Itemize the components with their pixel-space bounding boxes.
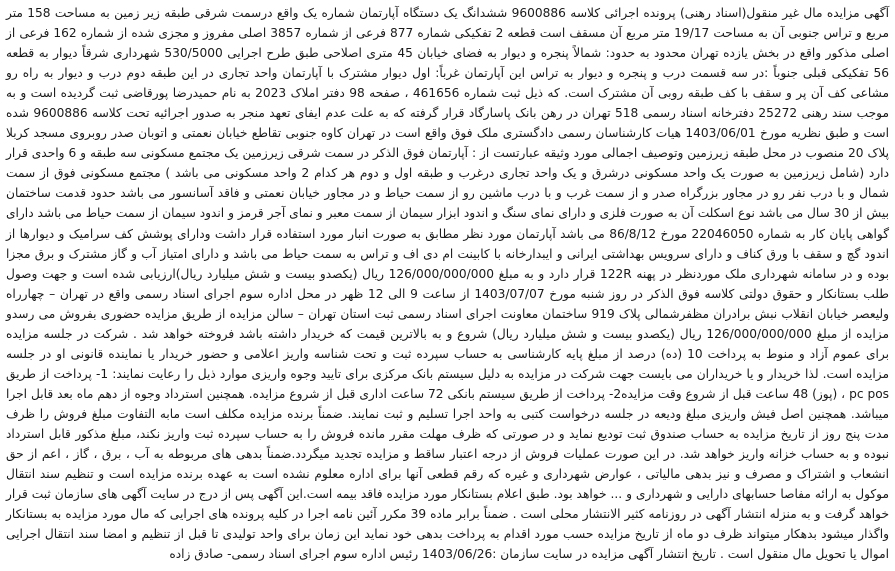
auction-notice-text: آگهی مزایده مال غیر منقول(اسناد رهنی) پرونده اجرائی کلاسه 9600886 ششدانگ یک دستگاه آپارتمان شماره یک واقع درسمت شرقی طبقه زیر زمین به مساحت 158 متر مربع و تراس جنوبی آن به مساحت 19/17 متر مربع آن مسقف است قطعه 2 تفکیکی شماره 877 فرعی از شماره 3857 اصلی مفروز و مجزی شده از شماره 162 فرعی از اصلی مذکور واقع در بخش یازده تهران محدود به حدود: شمالاً پنجره و دیوار به فضای خیابان 45 متری اصلاحی طبق طرح اجرایی 530/5000 شهرداری شرقاً دیوار به قطعه 56 تفکیکی قبلی جنوباً :در سه قسمت درب و پنجره و دیوار به تراس این آپارتمان غرباً: اول دیوار مشترک با آپارتمان واحد تجاری در این طبقه دوم درب و دیوار به راه رو مشاعی کف آن پر و سقف با کف طبقه روبی آن مشترک است. که ذیل ثبت شماره 461656 ، صفحه 98 دفتر املاک 2023 به نام حمیدرضا پورقاضی ثبت گردیده است و به موجب سند رهنی 25272 دفترخانه اسناد رسمی 518 تهران در رهن بانک پاسارگاد قرار گرفته که به علت عدم ایفای تعهد منجر به صدور اجرائیه تحت کلاسه 9600886 شده است و طبق نظریه مورخ 1403/06/01 هیات کارشناسان رسمی دادگستری ملک فوق واقع است در تهران کاوه جنوبی تقاطع خیابان نعمتی و اتوبان صدر روبروی مسجد کربلا پلاک 20 منصوب در محل طبقه زیرزمین وتوصیف اجمالی مورد وثیقه عبارتست از : آپارتمان فوق الذکر در سمت شرقی زیرزمین یک مجتمع مسکونی سه طبقه و 6 واحدی قرار دارد (شامل زیرزمین به صورت یک واحد مسکونی درشرق و یک واحد تجاری درغرب و طبقه اول و دوم هر کدام 2 واحد مسکونی می باشد ) مجتمع مسکونی فوق از سمت شمال و با درب نفر رو در مجاور بزرگراه صدر و از سمت غرب و با درب ماشین رو از سمت حیاط و در مجاور خیابان نعمتی و فاقد آسانسور می باشد حدود قدمت ساختمان بیش از 30 سال می باشد نوع اسکلت آن به صورت فلزی و دارای نمای سنگ و اندود ابزار سیمان از سمت معبر و نمای آجر قرمز و اندود سیمان از سمت حیاط می باشد دارای گواهی پایان کار به شماره 22046050 مورخ 86/8/12 می باشد آپارتمان مورد نظر مطابق به صورت انبار مورد استفاده قرار داشت ودارای پوشش کف سرامیک و دیوارها از اندود گچ و سقف با ورق کناف و دارای سرویس بهداشتی ایرانی و ایبدارخانه با کابینت ام دی اف و تراس به سمت حیاط می باشد و دارای امتیاز آب و گاز مشترک و برق مجزا بوده و در سامانه شهرداری ملک موردنظر در پهنه 122R قرار دارد و به مبلغ 126/000/000/000 ریال (یکصدو بیست و شش میلیارد ریال)ارزیابی شده است و جهت وصول طلب بستانکار و حقوق دولتی کلاسه فوق الذکر در روز شنبه مورخ 1403/07/07 از ساعت 9 الی 12 ظهر در محل اداره سوم اجرای اسناد رسمی واقع در تهران – چهارراه ولیعصر خیابان انقلاب نبش برادران مظفرشمالی پلاک 919 ساختمان معاونت اجرای اسناد رسمی ثبت استان تهران – سالن مزایده از طریق مزایده حضوری بفروش می رسدو مزایده از مبلغ 126/000/000/000 ریال (یکصدو بیست و شش میلیارد ریال) شروع و به بالاترین قیمت که خریدار داشته باشد فروخته خواهد شد . شرکت در جلسه مزایده برای عموم آزاد و منوط به پرداخت 10 (ده) درصد از مبلغ پایه کارشناسی به حساب سپرده ثبت و تحت شناسه واریز اعلامی و حضور خریدار یا نماینده قانونی او در جلسه مزایده است. لذا خریدار و یا خریداران می بایست جهت شرکت در مزایده به دلیل سیستم بانک مرکزی برای تایید وجوه واریزی موارد ذیل را رعایت نمایند: 1- پرداخت از طریق pc pos ، (پوز) 48 ساعت قبل از شروع وقت مزایده2- پرداخت از طریق سیستم بانکی 72 ساعت اداری قبل از شروع مزایده. همچنین استرداد وجوه از دهم ماه بعد قابل اجرا میباشد. همچنین اصل فیش واریزی مبلغ ودیعه در جلسه درخواست کتبی به واحد اجرا تسلیم و ثبت نمایند. ضمناً برنده مزایده مکلف است مابه التفاوت مبلغ فروش را ظرف مدت پنج روز از تاریخ مزایده به حساب صندوق ثبت تودیع نماید و در صورتی که ظرف مهلت مقرر مانده فروش را به حساب سپرده ثبت واریز نکند، مبلغ مذکور قابل استرداد نبوده و به حساب خزانه واریز خواهد شد. در این صورت عملیات فروش از درجه اعتبار ساقط و مزایده تجدید میگردد.ضمناً بدهی های مربوطه به آب ، برق ، گاز ، اعم از حق انشعاب و اشتراک و مصرف و نیز بدهی مالیاتی ، عوارض شهرداری و غیره که رقم قطعی آنها برای اداره معلوم نشده است به عهده برنده مزایده است و تنظیم سند انتقال موکول به ارائه مفاصا حسابهای دارایی و شهرداری و ... خواهد بود. طبق اعلام بستانکار مورد مزایده فاقد بیمه است.این آگهی پس از درج در سایت آگهی های سازمان ثبت قرار خواهد گرفت و به منزله انتشار آگهی در روزنامه کثیر الانتشار محلی است . ضمناً برابر ماده 39 مکرر آئین نامه اجرا در کلیه پرونده های اجرایی که مال مورد مزایده به بستانکار واگذار میشود بدهکار میتواند ظرف دو ماه از تاریخ مزایده حسب مورد اقدام به پرداخت بدهی خود نماید این زمان برای واحد تولیدی تا قبل از تنظیم و امضا سند انتقال اجرایی اموال یا تحویل مال منقول است . تاریخ انتشار آگهی مزایده در سایت سازمان :1403/06/26 رئیس اداره سوم اجرای اسناد رسمی- صادق زاده <box>6 6 890 562</box>
